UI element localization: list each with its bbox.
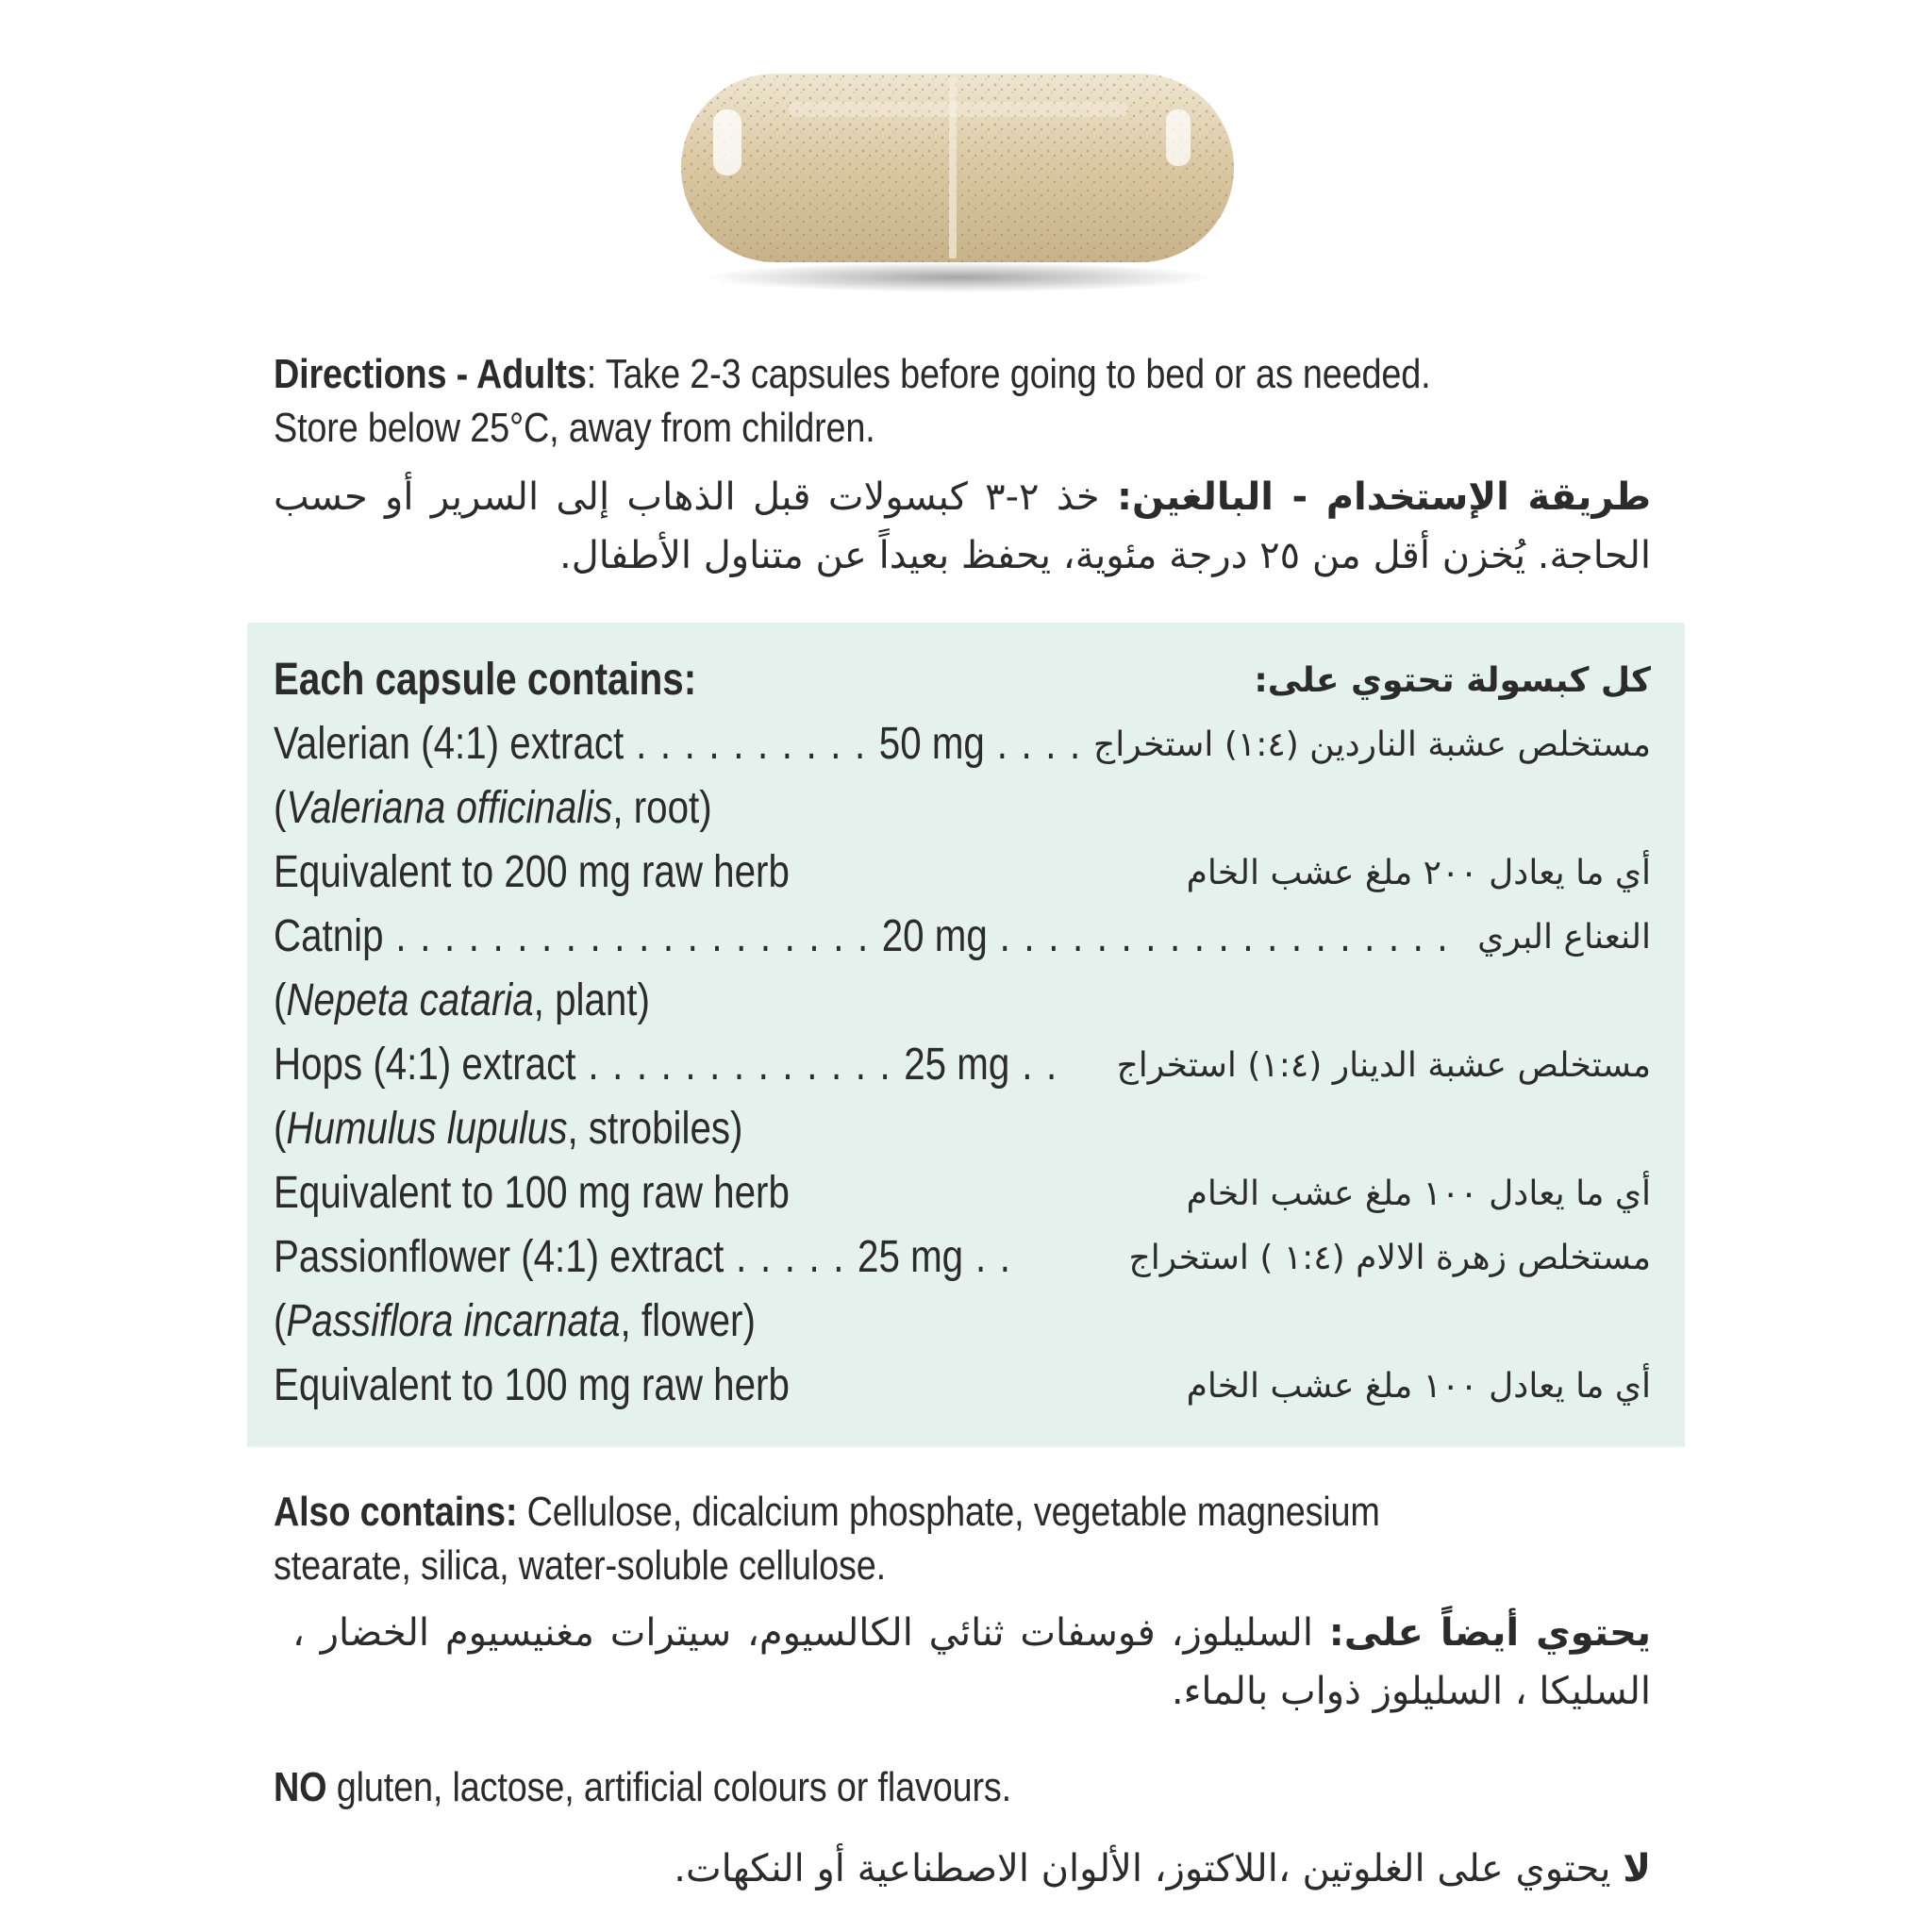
ingredient-dose: 20 mg [881,911,988,961]
ingredient-name: Hops (4:1) extract [274,1040,576,1090]
also-contains-ar-text: السليلوز، فوسفات ثنائي الكالسيوم، سيترات مغنيسيوم الخضار ، السليكا ، السليلوز ذواب بالماء. [292,1611,1651,1713]
ingredient-source-hops: (Humulus lupulus, strobiles) [274,1104,743,1154]
equivalent-ar-text: أي ما يعادل ٢٠٠ ملغ عشب الخام [1186,854,1651,892]
equivalent-text: Equivalent to 100 mg raw herb [274,1360,790,1410]
contents-header-row [274,651,1651,709]
equivalent-ar-text: أي ما يعادل ١٠٠ ملغ عشب الخام [1186,1367,1651,1406]
ingredient-row-hops [274,1036,1651,1094]
ingredient-row-valerian [274,715,1651,774]
directions-ar-text: خذ ٢-٣ كبسولات قبل الذهاب إلى السرير أو حسب الحاجة. يُخزن أقل من ٢٥ درجة مئوية، يحفظ بعيداً عن متناول الأطفال. [274,475,1651,577]
contents-ar-header: كل كبسولة تحتوي على: [1254,661,1651,700]
free-from-ar-text: يحتوي على الغلوتين ،اللاكتوز، الألوان الاصطناعية أو النكهات. [674,1847,1624,1890]
directions-en [274,347,1474,455]
ingredient-source-catnip: (Nepeta cataria, plant) [274,975,650,1025]
ingredient-dose: 25 mg [904,1040,1010,1090]
leader-dots: . . . . . . . . . . [624,719,879,769]
leader-dots: . . . . . . . . . . . . . . . . . . . . [383,911,882,961]
leader-dots: . . . . [984,719,1082,769]
directions-en-text: : Take 2-3 capsules before going to bed or as needed. [586,351,1431,397]
ingredient-name: Valerian (4:1) extract [274,719,625,769]
leader-dots: . . . . . . . . . . . . . . . . . . . [987,911,1450,961]
ingredient-ar-name: النعناع البري [1477,918,1651,957]
ingredient-name: Passionflower (4:1) extract [274,1232,724,1282]
leader-dots: . . [1009,1040,1058,1090]
free-from-en-label: NO [274,1764,327,1810]
ingredient-source-valerian: (Valeriana officinalis, root) [274,783,712,833]
ingredient-source-passionflower: (Passiflora incarnata, flower) [274,1296,756,1346]
also-contains-en-text: Cellulose, dicalcium phosphate, vegetable magnesium stearate, silica, water-soluble cellulose. [274,1489,1380,1589]
equivalent-text: Equivalent to 100 mg raw herb [274,1168,790,1218]
ingredient-ar-name: مستخلص عشبة الناردين (١:٤) استخراج [1093,725,1651,764]
directions-ar [274,468,1651,585]
ingredient-ar-name: مستخلص عشبة الدينار (١:٤) استخراج [1116,1046,1651,1085]
equivalent-text: Equivalent to 200 mg raw herb [274,847,790,897]
also-contains-en [274,1485,1474,1592]
leader-dots: . . . . . . . . . . . . . [575,1040,905,1090]
ingredient-row-passionflower [274,1228,1651,1287]
equivalent-ar-text: أي ما يعادل ١٠٠ ملغ عشب الخام [1186,1174,1651,1213]
leader-dots: . . [963,1232,1012,1282]
latin-name: Passiflora incarnata [286,1296,621,1346]
free-from-ar [274,1840,1651,1898]
free-from-en-text: gluten, lactose, artificial colours or flavours. [326,1764,1012,1810]
contents-en-header: Each capsule contains: [274,655,697,705]
also-contains-ar-label: يحتوي أيضاً على: [1328,1611,1651,1655]
ingredient-dose: 25 mg [858,1232,964,1282]
ingredient-equiv-valerian [274,843,1651,902]
capsule-image [675,68,1241,304]
ingredient-dose: 50 mg [878,719,985,769]
free-from-en [274,1760,1474,1814]
directions-ar-label: طريقة الإستخدام - البالغين: [1116,475,1651,519]
latin-name: Valeriana officinalis [286,783,613,833]
directions-en-label: Directions - Adults [274,351,587,397]
ingredient-row-catnip [274,908,1651,966]
ingredient-name: Catnip [274,911,384,961]
latin-name: Humulus lupulus [286,1104,568,1154]
directions-en-storage: Store below 25°C, away from children. [274,405,875,451]
leader-dots: . . . . . [724,1232,858,1282]
ingredient-equiv-passionflower [274,1357,1651,1415]
also-contains-en-label: Also contains: [274,1489,518,1535]
ingredient-ar-name: مستخلص زهرة الالام (١:٤ ) استخراج [1128,1239,1651,1277]
ingredient-equiv-hops [274,1164,1651,1223]
latin-name: Nepeta cataria [286,975,534,1025]
also-contains-ar [292,1604,1651,1721]
free-from-ar-label: لا [1623,1847,1651,1890]
